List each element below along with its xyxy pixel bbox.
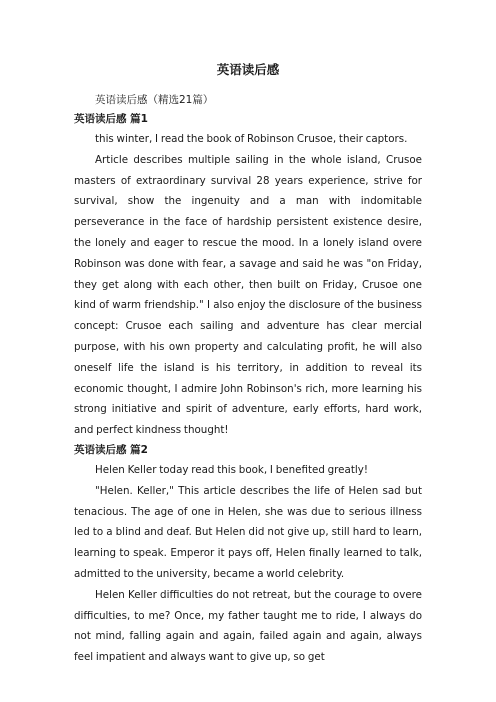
- paragraph: "Helen. Keller," This article describes the life of Helen sad but tenacious. The age of one in Helen, she was due to serious illness led to a blind and deaf. But Helen did not give up, still hard to learn, learning to speak. Emperor it pays off, Helen finally learned to talk, admitted to the university, became a world celebrity.: [74, 484, 422, 580]
- section-1: [74, 110, 422, 441]
- document-subtitle: 英语读后感（精选21篇）: [95, 94, 214, 106]
- section-2: [74, 441, 422, 668]
- paragraph: Helen Keller today read this book, I benefited greatly!: [95, 463, 368, 476]
- paragraph: Helen Keller difficulties do not retreat, but the courage to overe difficulties, to me? Once, my father taught me to ride, I always do not mind, falling again and again, failed again and again, always feel impatient and always want to give up, so get: [74, 588, 422, 664]
- section-heading: 英语读后感 篇2: [74, 443, 148, 456]
- section-heading: 英语读后感 篇1: [74, 113, 148, 125]
- paragraph: this winter, I read the book of Robinson Crusoe, their captors.: [95, 133, 408, 145]
- document-title: 英语读后感: [216, 62, 280, 77]
- paragraph: Article describes multiple sailing in the whole island, Crusoe masters of extraordinary survival 28 years experience, strive for survival, show the ingenuity and a man with indomitable perseverance in the face of hardship persistent existence desire, the lonely and eager to rescue the mood. In a lonely island overe Robinson was done with fear, a savage and said he was "on Friday, they get along with each other, then built on Friday, Crusoe one kind of warm friendship." I also enjoy the disclosure of the business concept: Crusoe each sailing and adventure has clear mercial purpose, with his own property and calculating profit, he will also oneself life the island is his territory, in addition to reveal its economic thought, I admire John Robinson's rich, more learning his strong initiative and spirit of adventure, early efforts, hard work, and perfect kindness thought!: [74, 153, 422, 437]
